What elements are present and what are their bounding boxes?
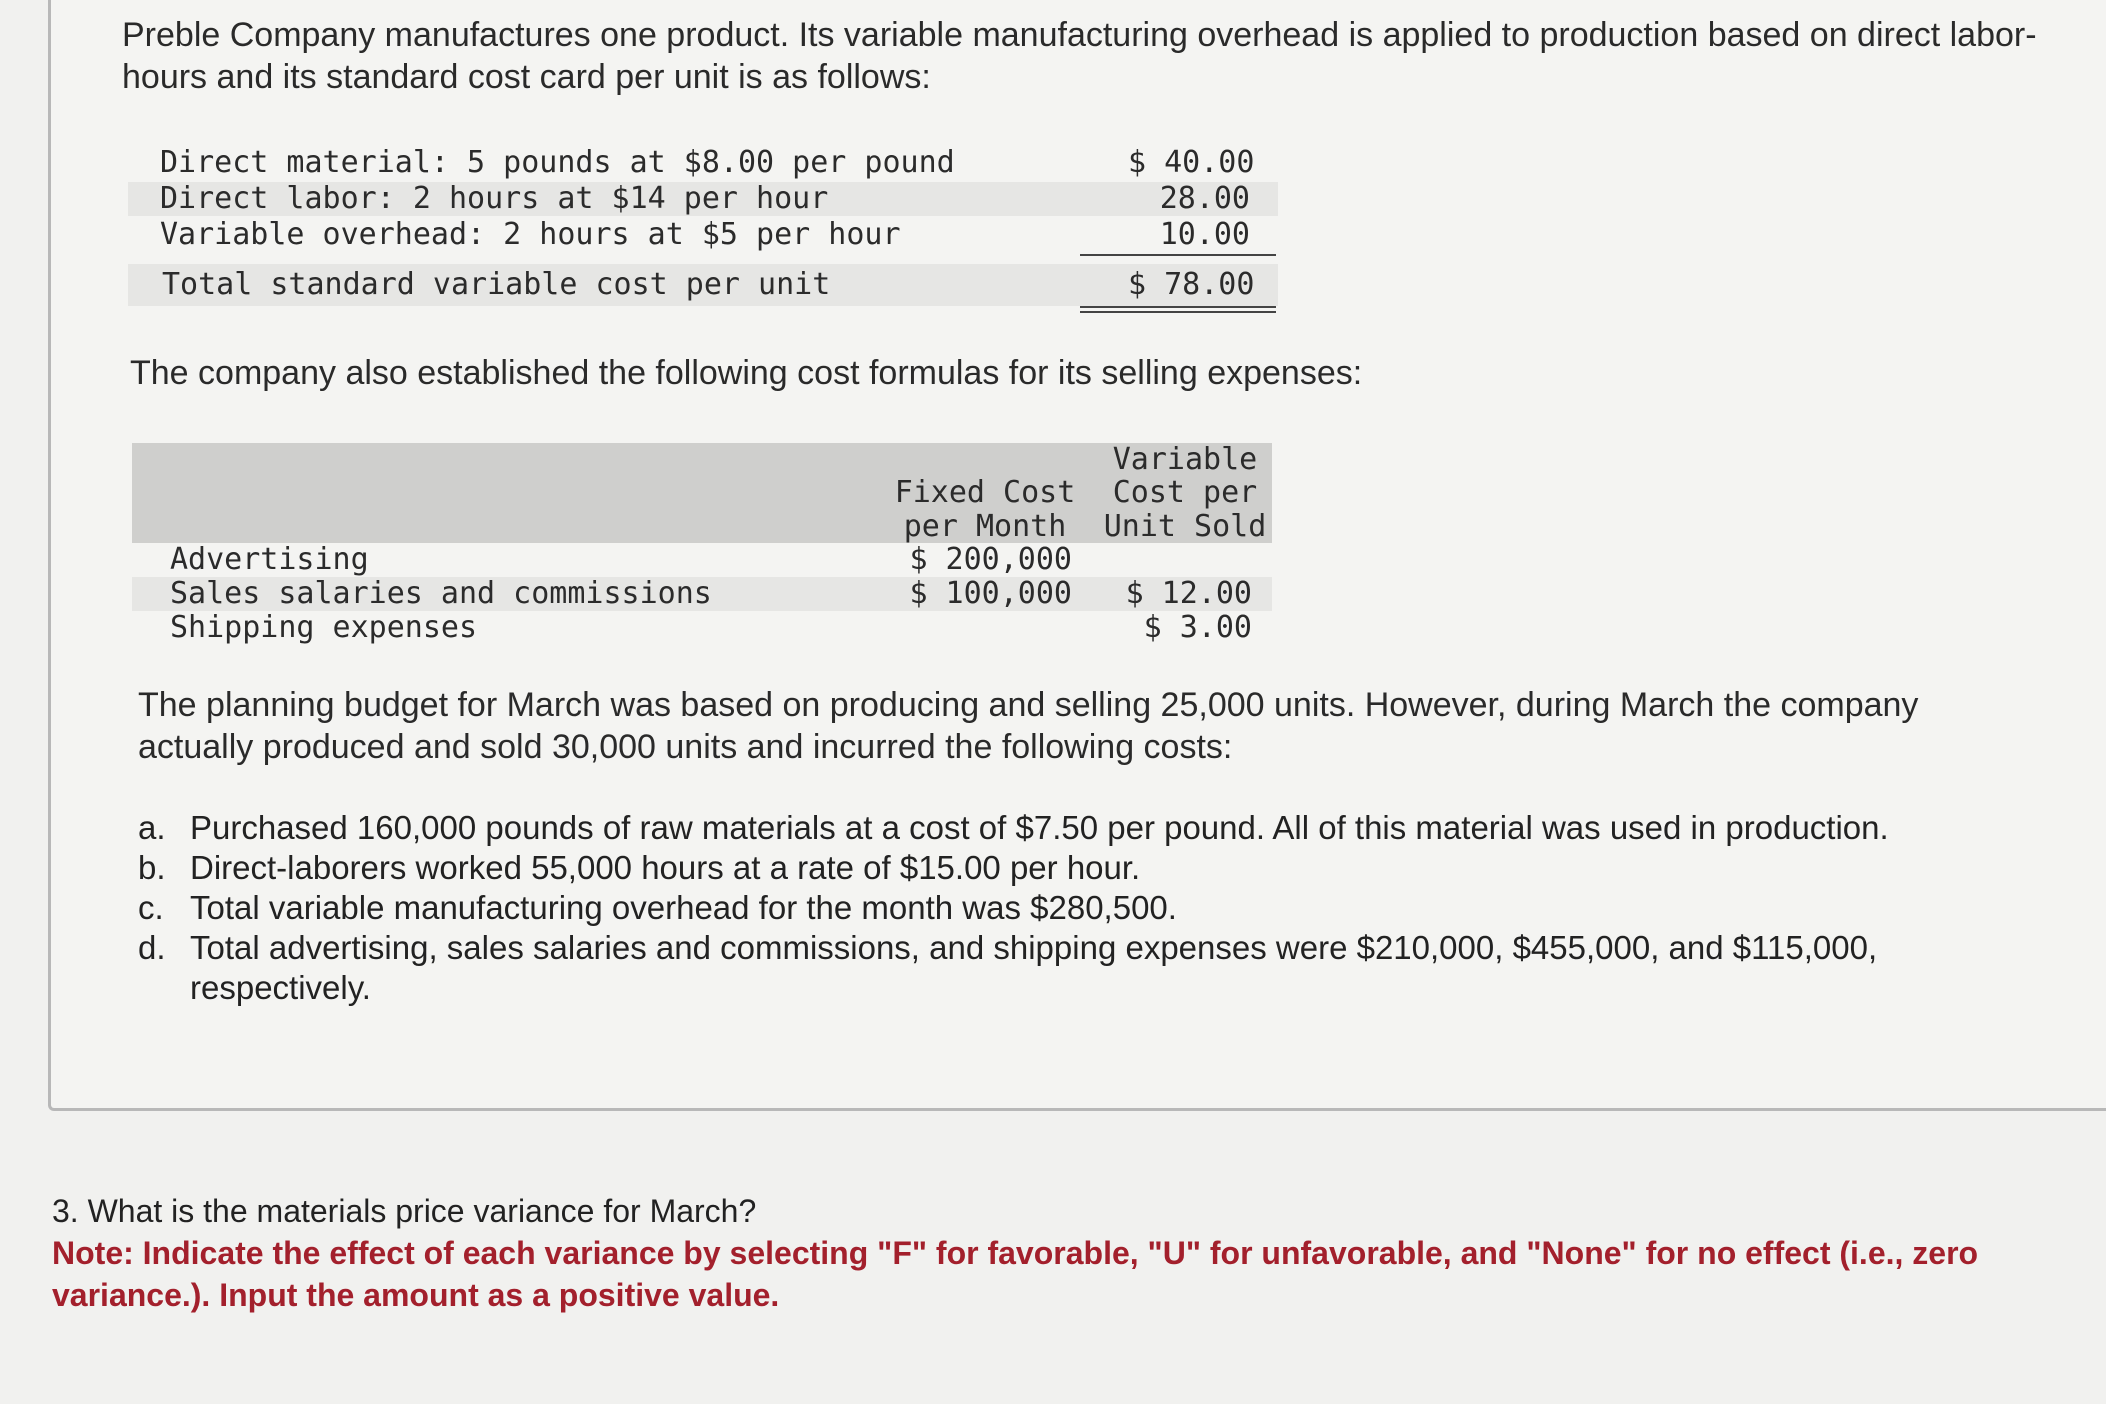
question-block: [52, 1190, 2082, 1316]
header-fixed-line2: per Month: [903, 509, 1067, 544]
selling-row-label: Advertising: [170, 542, 369, 577]
cost-card-amount: 10.00: [1159, 217, 1250, 252]
header-variable-line3: Unit Sold: [1103, 509, 1267, 544]
list-marker: d.: [138, 929, 166, 966]
cost-card-total-label: Total standard variable cost per unit: [162, 267, 831, 302]
list-marker: b.: [138, 849, 166, 886]
total-double-rule-bottom: [1080, 311, 1276, 313]
header-variable-line1: Variable: [1112, 442, 1258, 477]
question-note: Note: Indicate the effect of each variance by selecting "F" for favorable, "U" for unfavorable, and "None" for no effect (i.e., zero variance.). Input the amount as a positive value.: [52, 1235, 1979, 1313]
cost-card-label: Variable overhead: 2 hours at $5 per hour: [160, 217, 901, 252]
list-item-text: Direct-laborers worked 55,000 hours at a rate of $15.00 per hour.: [190, 849, 1141, 886]
intro-paragraph: Preble Company manufactures one product. Its variable manufacturing overhead is applied to production based on direct labor-hours and its standard cost card per unit is as follows:: [122, 16, 2037, 96]
header-fixed-line1: Fixed Cost: [894, 475, 1076, 510]
list-item: [138, 928, 2030, 1008]
cost-card-row: [128, 182, 1278, 216]
selling-row-fixed: $ 100,000: [909, 576, 1072, 611]
planning-paragraph: The planning budget for March was based on producing and selling 25,000 units. However, during March the company actually produced and sold 30,000 units and incurred the following costs:: [138, 686, 1919, 766]
subtotal-rule: [1080, 254, 1276, 256]
selling-row: [132, 543, 1272, 577]
cost-card-label: Direct material: 5 pounds at $8.00 per pound: [160, 145, 955, 180]
selling-row: [132, 577, 1272, 611]
list-item: [138, 888, 2030, 928]
list-item-text: Total variable manufacturing overhead for the month was $280,500.: [190, 889, 1177, 926]
cost-card-total-row: [128, 264, 1278, 306]
cost-card-row: [128, 146, 1278, 180]
list-item-text: Purchased 160,000 pounds of raw materials at a cost of $7.50 per pound. All of this material was used in production.: [190, 809, 1889, 846]
selling-row-label: Shipping expenses: [170, 610, 478, 645]
selling-row-variable: $ 12.00: [1125, 576, 1252, 611]
question-text: 3. What is the materials price variance for March?: [52, 1193, 757, 1229]
selling-row-fixed: $ 200,000: [909, 542, 1072, 577]
cost-card-total-amount: $ 78.00: [1128, 267, 1255, 302]
cost-card-label: Direct labor: 2 hours at $14 per hour: [160, 181, 829, 216]
list-marker: a.: [138, 809, 166, 846]
cost-card-amount: $ 40.00: [1128, 145, 1255, 180]
selling-intro: The company also established the following cost formulas for its selling expenses:: [130, 354, 1363, 392]
list-item: [138, 808, 2030, 848]
total-double-rule-top: [1080, 306, 1276, 308]
selling-row: [132, 611, 1272, 645]
cost-card-amount: 28.00: [1159, 181, 1250, 216]
list-item-text: Total advertising, sales salaries and commissions, and shipping expenses were $210,000, $455,000, and $115,000, respectively.: [190, 929, 1878, 1006]
actual-costs-list: [138, 808, 2030, 1008]
cost-card-row: [128, 218, 1278, 252]
list-marker: c.: [138, 889, 164, 926]
list-item: [138, 848, 2030, 888]
selling-row-variable: $ 3.00: [1143, 610, 1252, 645]
header-variable-line2: Cost per: [1112, 475, 1258, 510]
selling-row-label: Sales salaries and commissions: [170, 576, 712, 611]
